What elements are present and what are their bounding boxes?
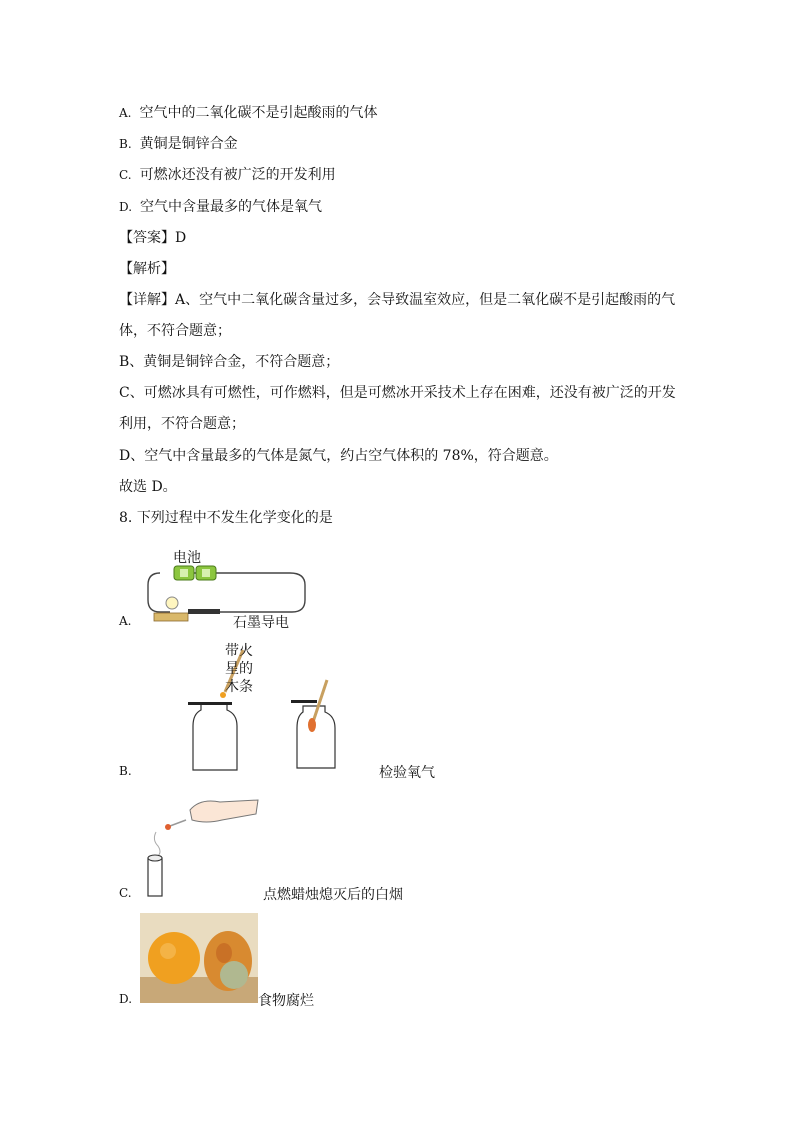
analysis-tag: 【解析】 (119, 261, 175, 277)
answer-value: D (175, 230, 187, 246)
detail-tag: 【详解】 (119, 292, 175, 308)
prev-option-d (119, 197, 322, 217)
figure-oranges (140, 913, 258, 1003)
detail-line-1 (119, 290, 675, 310)
prev-option-b (119, 134, 238, 154)
option-text: 空气中含量最多的气体是氧气 (140, 199, 323, 215)
prev-option-a (119, 103, 377, 123)
option-text: 可燃冰还没有被广泛的开发利用 (139, 167, 336, 183)
question-number: 8. (119, 510, 133, 526)
detail-line-2: 体，不符合题意； (119, 323, 231, 339)
option-letter: A. (119, 106, 132, 120)
question-text: 下列过程中不发生化学变化的是 (136, 510, 333, 526)
option-a-letter: A. (119, 614, 132, 628)
option-b-letter: B. (119, 764, 132, 778)
option-letter: C. (119, 168, 132, 182)
detail-line-5: 利用，不符合题意； (119, 416, 245, 432)
option-c-letter: C. (119, 886, 132, 900)
detail-line-7: 故选 D。 (119, 479, 177, 495)
circuit-drawing (140, 545, 320, 630)
bottles-drawing (185, 642, 355, 772)
figure-circuit (140, 545, 320, 630)
question-title (119, 508, 333, 528)
detail-line-6: D、空气中含量最多的气体是氮气，约占空气体积的 78%，符合题意。 (119, 448, 558, 464)
answer-line (119, 228, 186, 248)
option-text: 空气中的二氧化碳不是引起酸雨的气体 (139, 105, 378, 121)
figure-candle (140, 790, 265, 898)
detail-line-3: B、黄铜是铜锌合金，不符合题意； (119, 354, 340, 370)
option-letter: D. (119, 200, 133, 214)
option-d-letter: D. (119, 992, 133, 1006)
detail-line-4: C、可燃冰具有可燃性，可作燃料，但是可燃冰开采技术上存在困难，还没有被广泛的开发 (119, 385, 676, 401)
answer-tag: 【答案】 (119, 230, 175, 246)
figure-oxygen-test (185, 642, 355, 772)
splint-label-line: 星的 (225, 661, 253, 677)
option-text: 黄铜是铜锌合金 (139, 136, 238, 152)
detail-text: A、空气中二氧化碳含量过多，会导致温室效应，但是二氧化碳不是引起酸雨的气 (175, 292, 676, 308)
option-a-caption: 石墨导电 (233, 615, 289, 631)
splint-label-line: 带火 (225, 643, 253, 659)
option-b-caption: 检验氧气 (379, 765, 435, 781)
candle-drawing (140, 790, 265, 898)
battery-label: 电池 (173, 550, 201, 566)
oranges-photo (140, 913, 258, 1003)
option-letter: B. (119, 137, 132, 151)
option-d-caption: 食物腐烂 (258, 993, 314, 1009)
analysis-line (119, 259, 175, 279)
option-c-caption: 点燃蜡烛熄灭后的白烟 (263, 887, 403, 903)
splint-label (225, 642, 253, 696)
prev-option-c (119, 165, 336, 185)
splint-label-line: 木条 (225, 679, 253, 695)
